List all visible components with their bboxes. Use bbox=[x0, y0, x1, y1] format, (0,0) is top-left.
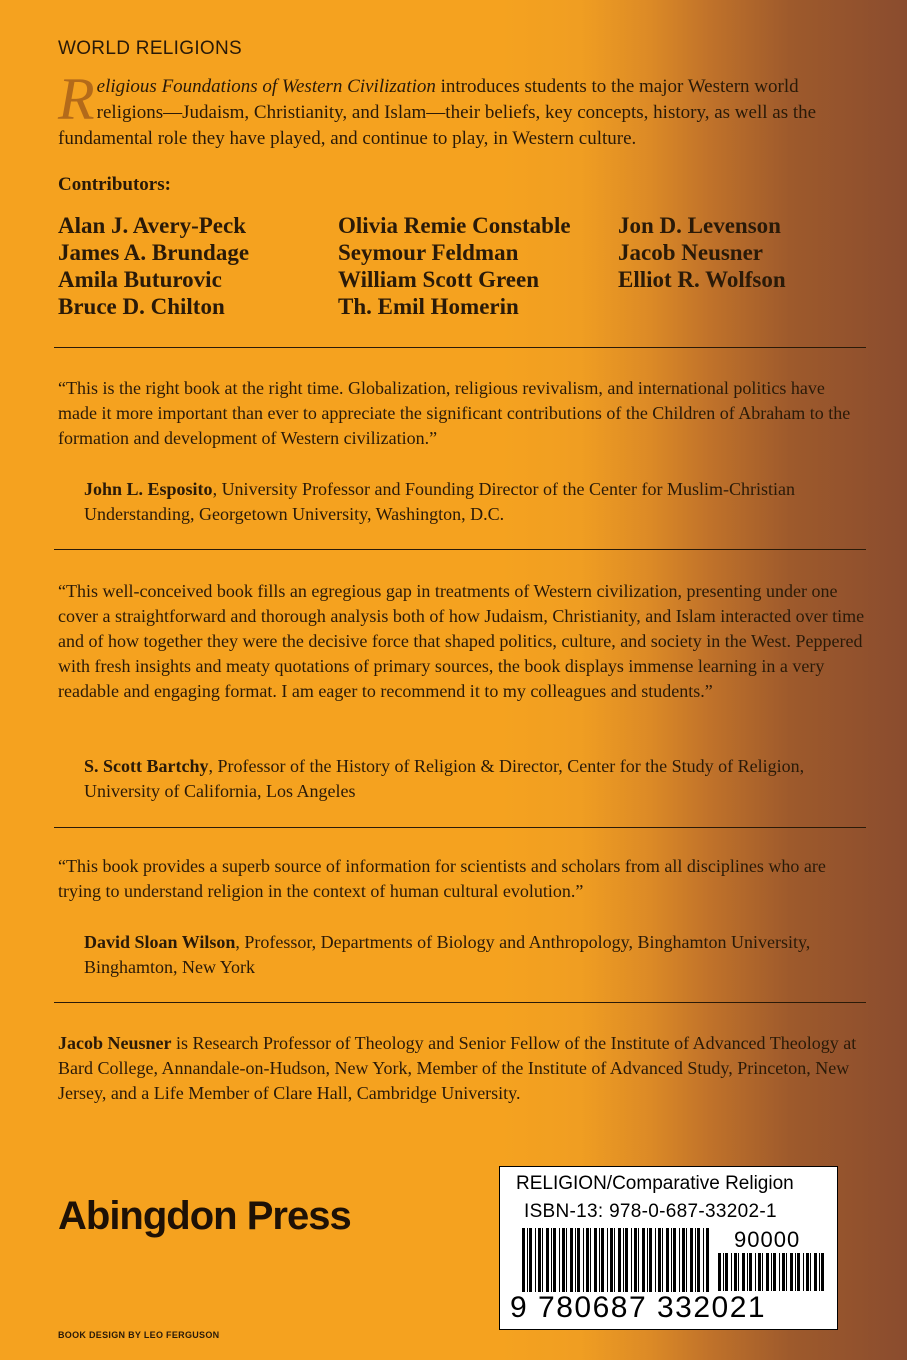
divider bbox=[54, 549, 866, 550]
barcode-bar bbox=[686, 1228, 687, 1292]
barcode-bar bbox=[594, 1228, 597, 1292]
contributor-name: James A. Brundage bbox=[58, 240, 250, 265]
barcode-bar bbox=[734, 1253, 737, 1291]
barcode-bar bbox=[810, 1253, 811, 1291]
contributor-name: Bruce D. Chilton bbox=[58, 294, 225, 319]
barcode-bar bbox=[814, 1253, 817, 1291]
barcode-bar bbox=[623, 1228, 624, 1292]
barcode-bar bbox=[797, 1253, 800, 1291]
endorser-role: , Professor, Departments of Biology and Anthropology, Binghamton University, Binghamton, New York bbox=[84, 932, 811, 977]
design-credit: BOOK DESIGN BY LEO FERGUSON bbox=[58, 1330, 220, 1340]
barcode-bar bbox=[658, 1228, 661, 1292]
barcode-bar bbox=[577, 1228, 580, 1292]
barcode-bar bbox=[703, 1228, 704, 1292]
description-text: introduces students to the major Western world religions—Judaism, Christianity, and Islam—their beliefs, key concepts, history, as well as the fundamental role they have played, and continue to play, in Western culture. bbox=[58, 76, 817, 149]
barcode-bar bbox=[738, 1253, 739, 1291]
barcode-bar bbox=[634, 1228, 637, 1292]
barcode-bar bbox=[819, 1253, 820, 1291]
barcode-bar bbox=[731, 1253, 732, 1291]
barcode-bar bbox=[695, 1228, 696, 1292]
barcode-bar bbox=[601, 1228, 604, 1292]
barcode-bar bbox=[575, 1228, 576, 1292]
barcode-bar bbox=[779, 1253, 780, 1291]
category-heading: WORLD RELIGIONS bbox=[58, 38, 242, 59]
contributor-name: Jacob Neusner bbox=[618, 240, 764, 265]
barcode-bar bbox=[586, 1228, 589, 1292]
barcode-bar bbox=[559, 1228, 560, 1292]
drop-cap: R bbox=[58, 66, 95, 132]
barcode-bar bbox=[610, 1228, 613, 1292]
contributor-name: Elliot R. Wolfson bbox=[618, 267, 786, 292]
contributors-column-1 bbox=[58, 212, 249, 320]
contributors-column-2 bbox=[338, 212, 571, 320]
barcode-bar bbox=[723, 1253, 724, 1291]
divider bbox=[54, 827, 866, 828]
barcode-bar bbox=[647, 1228, 648, 1292]
author-bio bbox=[58, 1031, 858, 1106]
barcode-bar bbox=[697, 1228, 700, 1292]
barcode-bar bbox=[546, 1228, 549, 1292]
barcode-bar bbox=[542, 1228, 543, 1292]
barcode-bar bbox=[747, 1253, 748, 1291]
endorsement-quote: “This is the right book at the right time. Globalization, religious revivalism, and international politics have made it more important than ever to appreciate the significant contributions of the Children of Abraham to the formation and development of Western civilization.” bbox=[58, 378, 851, 448]
barcode-label bbox=[499, 1166, 838, 1330]
barcode-bar bbox=[821, 1253, 824, 1291]
barcode-bar bbox=[679, 1228, 680, 1292]
barcode-bar bbox=[666, 1228, 669, 1292]
barcode-bar bbox=[742, 1253, 745, 1291]
barcode-bar bbox=[682, 1228, 685, 1292]
barcode-bar bbox=[786, 1253, 787, 1291]
barcode-bar bbox=[570, 1228, 573, 1292]
contributor-name: Amila Buturovic bbox=[58, 267, 222, 292]
divider bbox=[54, 1002, 866, 1003]
barcode-bar bbox=[655, 1228, 656, 1292]
barcode-bar bbox=[614, 1228, 615, 1292]
endorser-name: David Sloan Wilson bbox=[84, 932, 236, 952]
barcode-bar bbox=[562, 1228, 565, 1292]
barcode-digits: 9 780687 332021 bbox=[510, 1291, 767, 1324]
barcode-bar bbox=[790, 1253, 793, 1291]
endorser-role: , Professor of the History of Religion & Director, Center for the Study of Religion, University of California, Los Angeles bbox=[84, 756, 805, 801]
isbn-number: ISBN-13: 978-0-687-33202-1 bbox=[524, 1201, 777, 1222]
book-description bbox=[58, 66, 868, 152]
price-code: 90000 bbox=[734, 1227, 801, 1252]
ean-barcode bbox=[522, 1228, 710, 1292]
barcode-bar bbox=[725, 1253, 728, 1291]
barcode-bar bbox=[773, 1253, 776, 1291]
barcode-bar bbox=[755, 1253, 756, 1291]
barcode-bar bbox=[758, 1253, 761, 1291]
barcode-bar bbox=[762, 1253, 763, 1291]
contributor-name: Seymour Feldman bbox=[338, 240, 519, 265]
barcode-bar bbox=[795, 1253, 796, 1291]
barcode-bar bbox=[803, 1253, 804, 1291]
endorser-role: , University Professor and Founding Director of the Center for Muslim-Christian Understanding, Georgetown University, Washington, D.C. bbox=[84, 479, 795, 524]
endorsement-attribution bbox=[84, 477, 864, 527]
barcode-bar bbox=[649, 1228, 652, 1292]
endorsement-quote: “This well-conceived book fills an egregious gap in treatments of Western civilization, presenting under one cover a straightforward and thorough analysis both of how Judaism, Christianity, and Islam interacted over time and of how together they were the decisive force that shaped politics, culture, and society in the West. Peppered with fresh insights and meaty quotations of primary sources, the book displays immense learning in a very readable and engaging format. I am eager to recommend it to my colleagues and students.” bbox=[58, 581, 865, 701]
price-barcode bbox=[718, 1253, 824, 1291]
barcode-bar bbox=[690, 1228, 693, 1292]
barcode-bar bbox=[671, 1228, 672, 1292]
barcode-bar bbox=[535, 1228, 536, 1292]
contributors-heading: Contributors: bbox=[58, 174, 171, 195]
barcode-bar bbox=[782, 1253, 785, 1291]
barcode-bar bbox=[806, 1253, 809, 1291]
barcode-bar bbox=[538, 1228, 541, 1292]
bisac-subject: RELIGION/Comparative Religion bbox=[516, 1173, 794, 1194]
barcode-bar bbox=[566, 1228, 567, 1292]
endorsement-quote: “This book provides a superb source of information for scientists and scholars from all disciplines who are trying to understand religion in the context of human cultural evolution.” bbox=[58, 856, 826, 901]
barcode-bar bbox=[766, 1253, 769, 1291]
barcode-bar bbox=[625, 1228, 628, 1292]
barcode-bar bbox=[718, 1253, 721, 1291]
barcode-bar bbox=[642, 1228, 645, 1292]
barcode-bar bbox=[590, 1228, 591, 1292]
contributor-name: William Scott Green bbox=[338, 267, 540, 292]
book-title: eligious Foundations of Western Civilization bbox=[96, 76, 436, 97]
barcode-bar bbox=[551, 1228, 552, 1292]
barcode-bar bbox=[749, 1253, 752, 1291]
contributors-column-3 bbox=[618, 212, 786, 293]
barcode-bar bbox=[673, 1228, 676, 1292]
barcode-bar bbox=[522, 1228, 525, 1292]
barcode-bar bbox=[638, 1228, 639, 1292]
barcode-bar bbox=[599, 1228, 600, 1292]
barcode-bar bbox=[618, 1228, 621, 1292]
contributor-name: Jon D. Levenson bbox=[618, 213, 781, 238]
barcode-bar bbox=[706, 1228, 709, 1292]
endorser-name: S. Scott Bartchy bbox=[84, 756, 209, 776]
barcode-bar bbox=[529, 1228, 532, 1292]
barcode-bar bbox=[771, 1253, 772, 1291]
barcode-bar bbox=[631, 1228, 632, 1292]
contributor-name: Alan J. Avery-Peck bbox=[58, 213, 247, 238]
endorser-name: John L. Esposito bbox=[84, 479, 213, 499]
publisher-logo: Abingdon Press bbox=[58, 1194, 351, 1238]
divider bbox=[54, 347, 866, 348]
contributor-name: Th. Emil Homerin bbox=[338, 294, 519, 319]
endorsement-attribution bbox=[84, 754, 864, 804]
author-name: Jacob Neusner bbox=[58, 1033, 172, 1053]
endorsement-attribution bbox=[84, 930, 864, 980]
barcode-bar bbox=[583, 1228, 584, 1292]
barcode-bar bbox=[553, 1228, 556, 1292]
barcode-bar bbox=[607, 1228, 608, 1292]
contributor-name: Olivia Remie Constable bbox=[338, 213, 571, 238]
author-bio-text: is Research Professor of Theology and Senior Fellow of the Institute of Advanced Theology at Bard College, Annandale-on-Hudson, New York, Member of the Institute of Advanced Study, Princeton, New Jersey, and a Life Member of Clare Hall, Cambridge University. bbox=[58, 1033, 857, 1103]
barcode-bar bbox=[527, 1228, 528, 1292]
barcode-bar bbox=[662, 1228, 663, 1292]
